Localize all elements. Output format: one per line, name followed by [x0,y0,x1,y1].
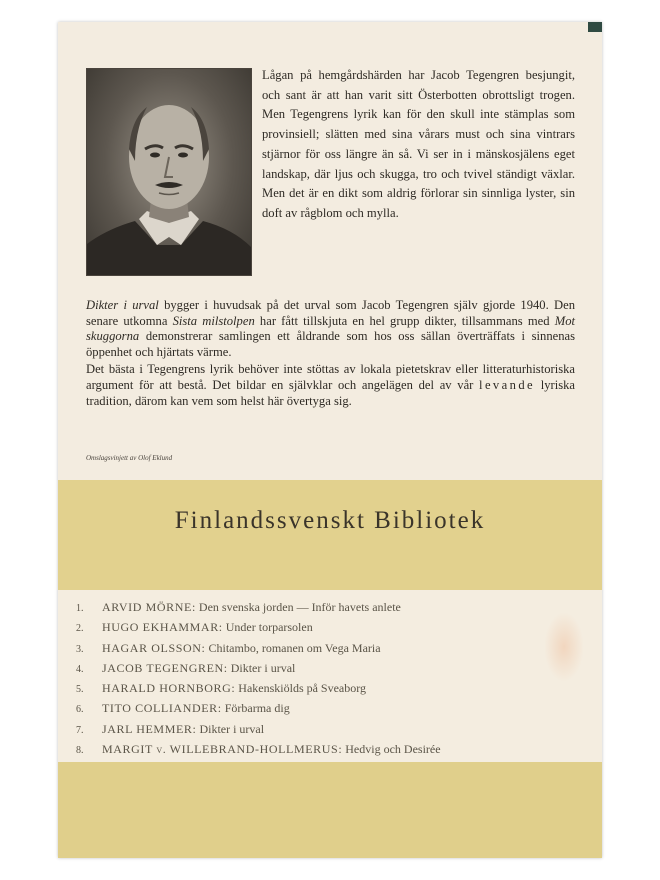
book-author: JACOB TEGENGREN: [102,660,228,675]
book-author: HAGAR OLSSON: [102,640,206,655]
book-list-item [76,679,586,699]
book-number: 5. [76,684,84,696]
book-list-item [76,639,586,659]
book-title: Hedvig och Desirée [342,742,441,757]
book-author: ARVID MÖRNE: [102,600,196,614]
book-list-item [76,699,586,719]
book-author: HARALD HORNBORG: [102,681,236,696]
tradition-paragraph: Det bästa i Tegengrens lyrik behöver inte stöttas av lokala pietetskrav eller litteraturhistoriska argument för att bestå. Det bildar en självklar och angelägen del av vår levande lyriska tradition, därom kan vem som helst här övertyga sig. [86,362,575,408]
portrait-silhouette-icon [87,69,251,275]
cover-credit: Omslagsvinjett av Olof Eklund [86,454,173,462]
book-title: Dikter i urval [196,721,265,736]
book-title: Chitambo, romanen om Vega Maria [205,640,381,655]
book-title: Hakenskiölds på Sveaborg [235,681,367,696]
book-list-item [76,659,586,679]
book-author: JARL HEMMER: [102,721,197,736]
book-title: Den svenska jorden — Inför havets anlete [195,600,401,614]
book-number: 8. [76,745,84,757]
book-number: 4. [76,663,84,675]
book-number: 1. [76,603,84,614]
book-title: Dikter i urval [227,660,296,675]
book-list-item [76,598,586,618]
series-band [58,480,602,590]
book-title-dikter-i-urval: Dikter i urval [86,298,159,312]
series-book-list [76,598,586,760]
book-title-mot-skuggorna: Mot skuggorna [86,313,575,344]
intro-paragraph: Lågan på hemgårdshärden har Jacob Tegengren besjungit, och sant är att han varit sitt Österbotten obrottsligt trogen. Men Tegengrens lyrik kan för den skull inte stämplas som provinsiell; slätten med sina vårars must och sina vintrars stjärnor för oss längre än så. Vi ser in i mänskosjälens eget landskap, där ljus och skugga, tro och tvivel ständigt växlar. Men det är en dikt som aldrig förlorar sin sinnliga lyster, sin doft av rågblom och mylla. [262,68,575,220]
dust-jacket-edge [588,22,602,32]
book-number: 7. [76,724,84,736]
book-title-sista-milstolpen: Sista milstolpen [172,313,255,328]
book-title: Under torparsolen [222,620,313,635]
book-author: HUGO EKHAMMAR: [102,620,223,635]
book-number: 6. [76,704,84,716]
book-title: Förbarma dig [221,701,290,716]
emphasized-word: levande [479,377,536,392]
book-number: 2. [76,623,84,635]
description-text [86,298,575,409]
selection-paragraph: Dikter i urval bygger i huvudsak på det urval som Jacob Tegengren själv gjorde 1940. Den senare utkomna Sista milstolpen har fått tillskjuta en hel grupp dikter, tillsammans med Mot skuggorna demonstrerar samlingen ett åldrande som hos oss sällan överträffats i sinnenas öppenhet och hjärtats värme. [86,298,575,359]
book-list-item [76,720,586,740]
author-portrait-photo [86,68,252,276]
book-list-item [76,740,586,760]
book-back-cover [58,22,602,858]
book-author: TITO COLLIANDER: [102,701,222,716]
bottom-band [58,762,602,858]
book-number: 3. [76,643,84,655]
book-author: MARGIT v. WILLEBRAND-HOLLMERUS: [102,742,343,757]
series-title: Finlandssvenskt Bibliotek [174,507,486,534]
book-list-item [76,618,586,638]
